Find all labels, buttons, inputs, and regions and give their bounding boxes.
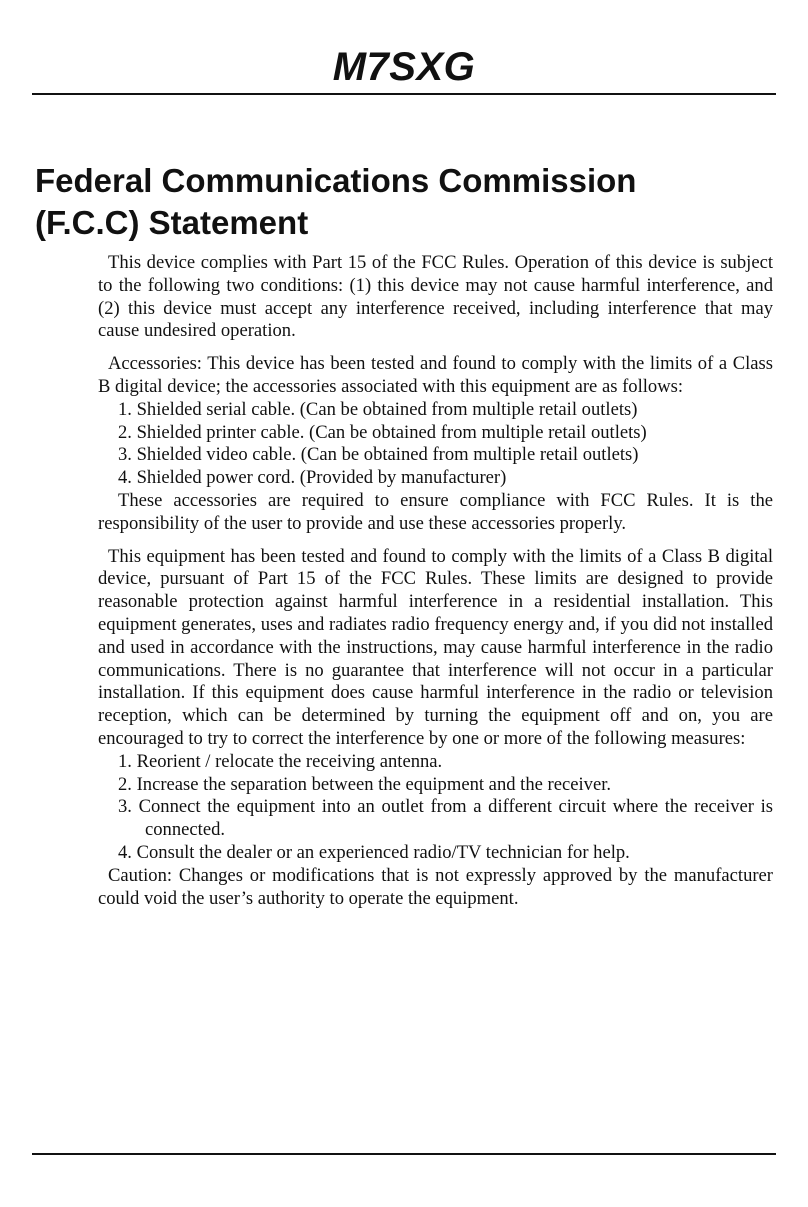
equipment-paragraph: This equipment has been tested and found to comply with the limits of a Class B digital device, pursuant of Part 15 of the FCC Rules. These limits are designed to provide reasonable protection against harmful interference in a residential installation. This equipment generates, uses and radiates radio frequency energy and, if you did not installed and used in accordance with the instructions, may cause harmful interference in the radio communications. There is no guarantee that interference will not occur in a particular installation. If this equipment does cause harmful interference in the radio or television reception, which can be determined by turning the equipment off and on, you are encouraged to try to correct the interference by one or more of the following measures: xyxy=(98,545,773,749)
list-item: 4. Consult the dealer or an experienced radio/TV technician for help. xyxy=(118,841,630,863)
accessories-note: These accessories are required to ensure compliance with FCC Rules. It is the responsibility of the user to provide and use these accessories properly. xyxy=(98,489,773,534)
caution-paragraph: Caution: Changes or modifications that is not expressly approved by the manufacturer could void the user’s authority to operate the equipment. xyxy=(98,864,773,909)
statement-body xyxy=(98,252,773,910)
list-item: 4. Shielded power cord. (Provided by manufacturer) xyxy=(118,467,507,489)
footer-divider xyxy=(32,1153,776,1155)
list-item: 1. Reorient / relocate the receiving antenna. xyxy=(118,750,443,772)
list-item: 3. Connect the equipment into an outlet from a different circuit where the receiver is connected. xyxy=(118,796,773,841)
measures-list xyxy=(98,751,773,865)
heading-line-1: Federal Communications Commission xyxy=(35,162,637,199)
list-item: 2. Increase the separation between the equipment and the receiver. xyxy=(118,773,612,795)
heading-line-2: (F.C.C) Statement xyxy=(35,204,309,241)
intro-paragraph: This device complies with Part 15 of the FCC Rules. Operation of this device is subject to the following two conditions: (1) this device may not cause harmful interference, and (2) this device must accept any interference received, including interference that may cause undesired operation. xyxy=(98,252,773,342)
list-item: 1. Shielded serial cable. (Can be obtained from multiple retail outlets) xyxy=(118,398,638,420)
page-heading xyxy=(35,160,780,244)
list-item: 3. Shielded video cable. (Can be obtained from multiple retail outlets) xyxy=(118,444,639,466)
model-title: M7SXG xyxy=(332,45,476,89)
accessories-paragraph: Accessories: This device has been tested and found to comply with the limits of a Class B digital device; the accessories associated with this equipment are as follows: xyxy=(98,353,773,397)
accessories-list xyxy=(98,399,773,490)
header-divider xyxy=(32,93,776,95)
list-item: 2. Shielded printer cable. (Can be obtained from multiple retail outlets) xyxy=(118,421,647,443)
